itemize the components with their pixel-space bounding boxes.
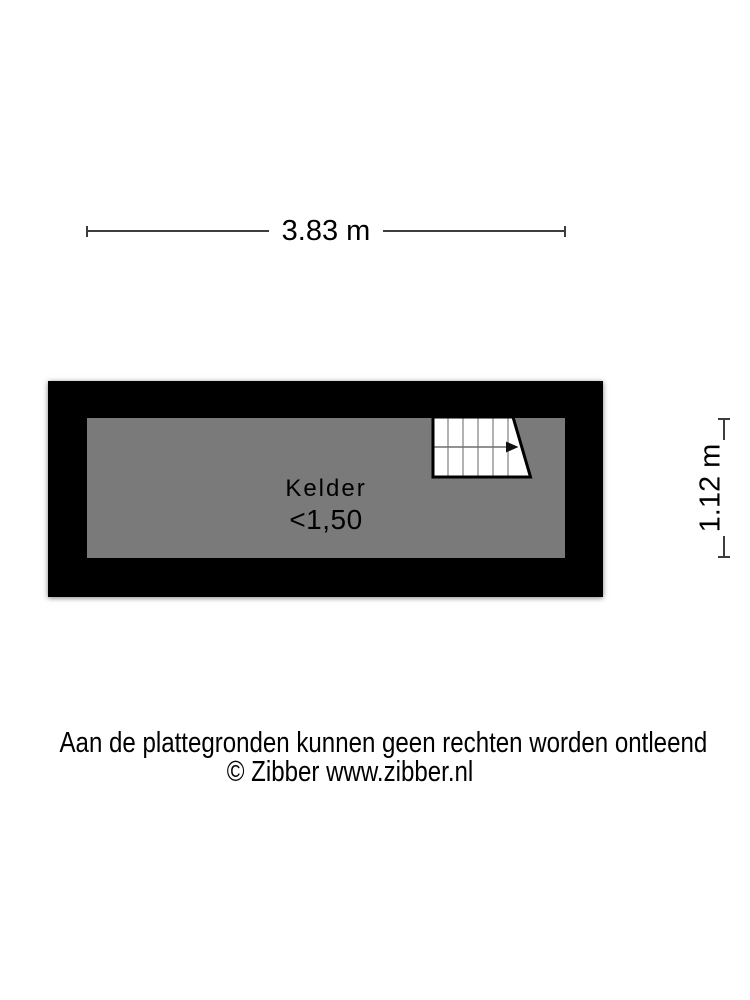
- dimension-tick-right: [564, 226, 566, 237]
- room-kelder: [87, 418, 565, 558]
- dimension-tick-bottom: [718, 556, 730, 558]
- dimension-width-label: 3.83 m: [281, 214, 371, 247]
- dimension-line-left-segment: [88, 230, 269, 232]
- floorplan-walls: [48, 381, 603, 597]
- footer: [59, 727, 708, 788]
- dimension-height: [694, 418, 742, 558]
- dimension-line-right-segment: [383, 230, 564, 232]
- staircase-icon: [427, 414, 542, 484]
- room-height-note: <1,50: [289, 504, 363, 535]
- footer-copyright: © Zibber www.zibber.nl: [226, 755, 474, 788]
- dimension-height-label-box: [694, 440, 742, 536]
- footer-disclaimer: Aan de plattegronden kunnen geen rechten worden ontleend: [59, 727, 708, 759]
- room-name: Kelder: [285, 475, 367, 502]
- dimension-line-top-segment: [723, 420, 725, 440]
- dimension-height-label: 1.12 m: [694, 443, 727, 533]
- dimension-line-bottom-segment: [723, 536, 725, 556]
- dimension-width: [86, 214, 566, 248]
